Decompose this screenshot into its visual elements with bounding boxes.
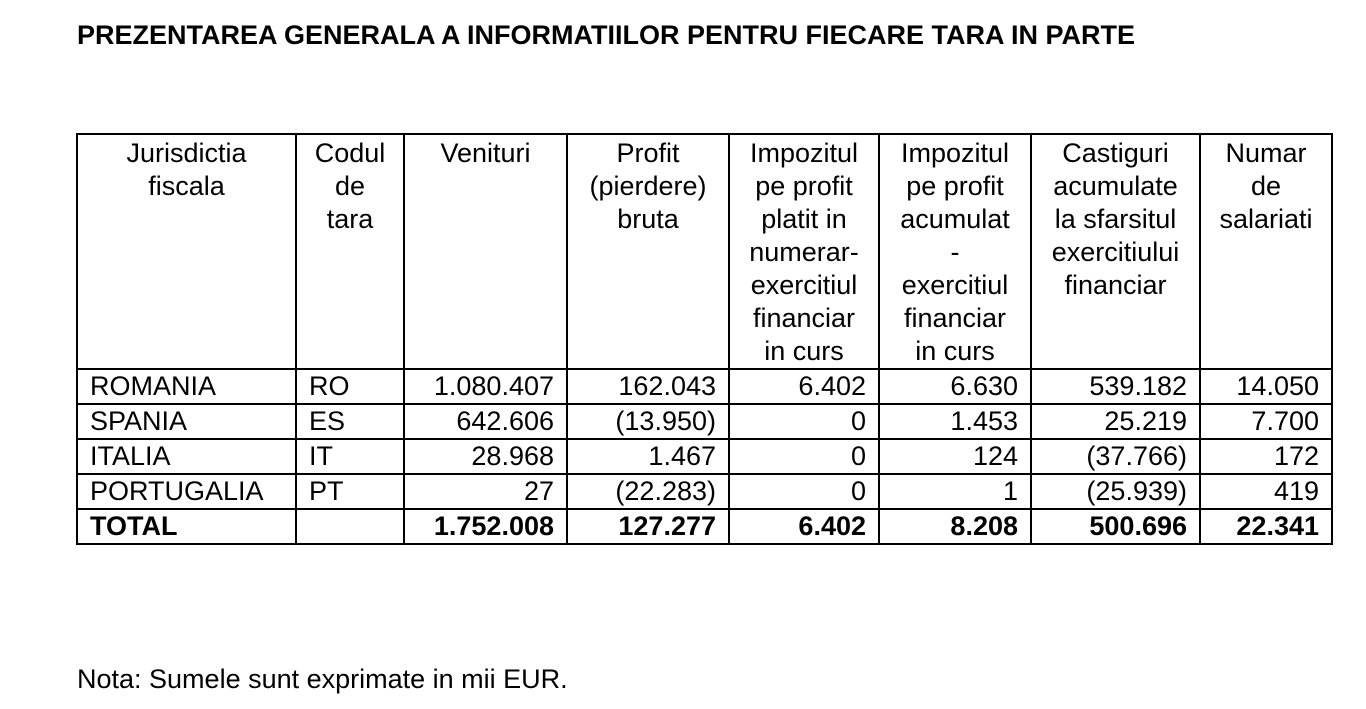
cell-gross-profit: (22.283) [567, 474, 729, 509]
cell-accumulated-earnings: 539.182 [1031, 369, 1200, 404]
cell-country-code [296, 509, 404, 544]
table-header-row [77, 134, 1332, 369]
cell-revenue: 1.080.407 [404, 369, 567, 404]
cell-total-gross-profit: 127.277 [567, 509, 729, 544]
cell-total-employees: 22.341 [1200, 509, 1332, 544]
document-title: PREZENTAREA GENERALA A INFORMATIILOR PENTRU FIECARE TARA IN PARTE [77, 20, 1135, 50]
cell-total-accumulated-earnings: 500.696 [1031, 509, 1200, 544]
table-total-row [77, 509, 1332, 544]
cell-country-code: IT [296, 439, 404, 474]
cell-country-code: PT [296, 474, 404, 509]
cell-jurisdiction: PORTUGALIA [77, 474, 296, 509]
table-row [77, 404, 1332, 439]
header-jurisdiction: Jurisdictia fiscala [77, 134, 296, 369]
cell-tax-paid: 0 [729, 474, 879, 509]
header-tax-paid: Impozitul pe profit platit in numerar- exercitiul financiar in curs [729, 134, 879, 369]
cell-total-tax-paid: 6.402 [729, 509, 879, 544]
country-report-table [76, 133, 1333, 545]
cell-tax-accrued: 124 [879, 439, 1031, 474]
cell-gross-profit: 162.043 [567, 369, 729, 404]
cell-country-code: ES [296, 404, 404, 439]
cell-gross-profit: 1.467 [567, 439, 729, 474]
cell-tax-accrued: 1.453 [879, 404, 1031, 439]
cell-tax-paid: 6.402 [729, 369, 879, 404]
cell-revenue: 642.606 [404, 404, 567, 439]
cell-total-revenue: 1.752.008 [404, 509, 567, 544]
cell-employees: 172 [1200, 439, 1332, 474]
table-row [77, 439, 1332, 474]
header-country-code: Codul de tara [296, 134, 404, 369]
cell-accumulated-earnings: 25.219 [1031, 404, 1200, 439]
cell-total-tax-accrued: 8.208 [879, 509, 1031, 544]
cell-jurisdiction: SPANIA [77, 404, 296, 439]
header-revenue: Venituri [404, 134, 567, 369]
cell-jurisdiction: ROMANIA [77, 369, 296, 404]
header-tax-accrued: Impozitul pe profit acumulat - exercitiul financiar in curs [879, 134, 1031, 369]
header-employees: Numar de salariati [1200, 134, 1332, 369]
table-row [77, 369, 1332, 404]
cell-revenue: 27 [404, 474, 567, 509]
cell-employees: 419 [1200, 474, 1332, 509]
table-row [77, 474, 1332, 509]
cell-tax-paid: 0 [729, 404, 879, 439]
cell-total-label: TOTAL [77, 509, 296, 544]
cell-employees: 14.050 [1200, 369, 1332, 404]
header-gross-profit: Profit (pierdere) bruta [567, 134, 729, 369]
cell-tax-paid: 0 [729, 439, 879, 474]
cell-accumulated-earnings: (25.939) [1031, 474, 1200, 509]
cell-country-code: RO [296, 369, 404, 404]
header-accumulated-earnings: Castiguri acumulate la sfarsitul exercitiului financiar [1031, 134, 1200, 369]
cell-gross-profit: (13.950) [567, 404, 729, 439]
cell-revenue: 28.968 [404, 439, 567, 474]
cell-accumulated-earnings: (37.766) [1031, 439, 1200, 474]
footnote: Nota: Sumele sunt exprimate in mii EUR. [77, 664, 568, 694]
cell-jurisdiction: ITALIA [77, 439, 296, 474]
cell-employees: 7.700 [1200, 404, 1332, 439]
cell-tax-accrued: 1 [879, 474, 1031, 509]
cell-tax-accrued: 6.630 [879, 369, 1031, 404]
